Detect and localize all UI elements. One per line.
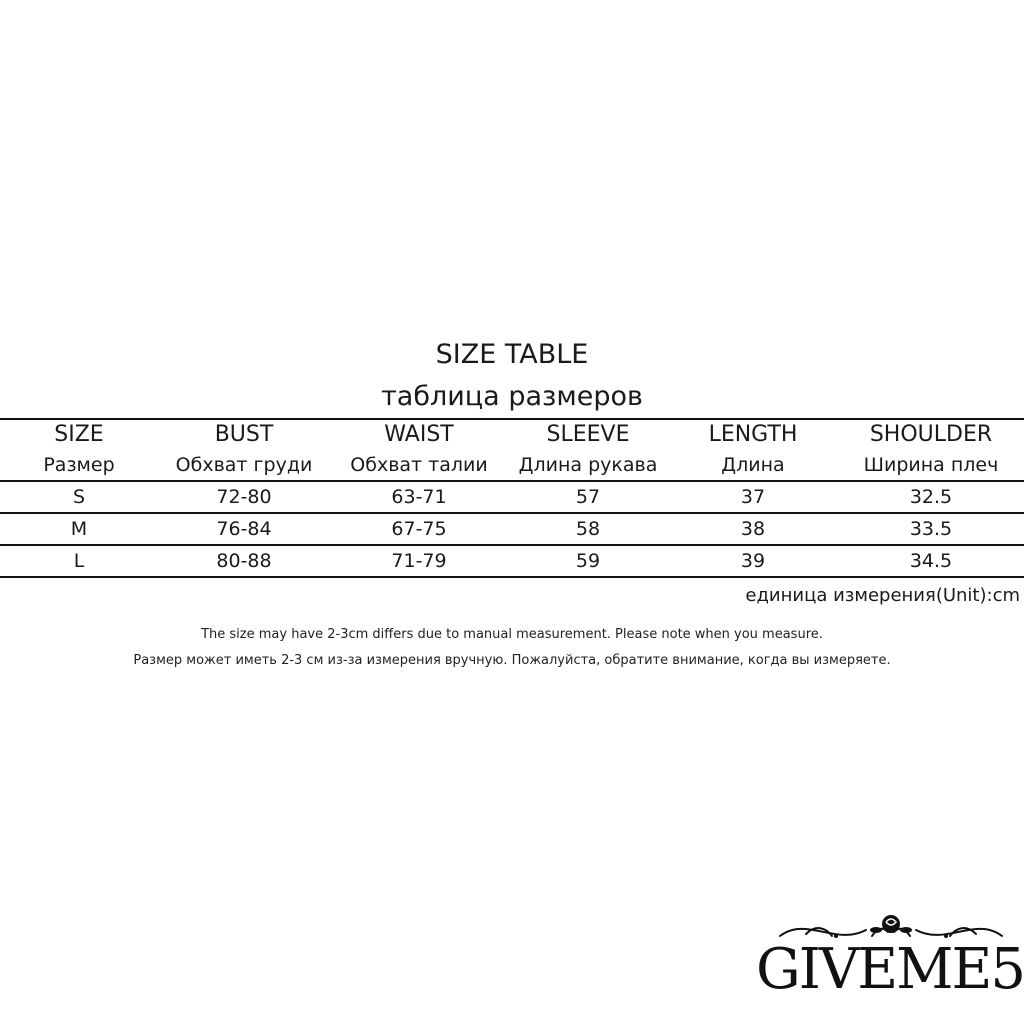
header-size: SIZE: [0, 419, 158, 450]
cell-sleeve: 57: [508, 481, 668, 513]
cell-waist: 71-79: [330, 545, 508, 577]
unit-note: единица измерения(Unit):cm: [745, 585, 1020, 606]
cell-size: M: [0, 513, 158, 545]
cell-bust: 80-88: [158, 545, 330, 577]
header-waist: WAIST: [330, 419, 508, 450]
title-english: SIZE TABLE: [435, 339, 589, 370]
cell-waist: 63-71: [330, 481, 508, 513]
measurement-note-russian: Размер может иметь 2-3 см из-за измерения вручную. Пожалуйста, обратите внимание, когда вы измеряете.: [133, 653, 891, 668]
header-shoulder: SHOULDER: [838, 419, 1024, 450]
brand-logo-text: GIVEME5: [756, 937, 1024, 1002]
title-russian: таблица размеров: [381, 381, 643, 412]
cell-shoulder: 33.5: [838, 513, 1024, 545]
brand-logo: [756, 900, 1024, 1010]
cell-size: L: [0, 545, 158, 577]
header-length: LENGTH: [668, 419, 838, 450]
header-size-ru: Размер: [0, 450, 158, 481]
table-row: [0, 545, 1024, 577]
cell-shoulder: 34.5: [838, 545, 1024, 577]
header-row-russian: [0, 450, 1024, 481]
header-row-english: [0, 419, 1024, 450]
cell-sleeve: 59: [508, 545, 668, 577]
cell-waist: 67-75: [330, 513, 508, 545]
header-shoulder-ru: Ширина плеч: [838, 450, 1024, 481]
header-waist-ru: Обхват талии: [330, 450, 508, 481]
header-sleeve-ru: Длина рукава: [508, 450, 668, 481]
size-table: [0, 418, 1024, 578]
cell-bust: 72-80: [158, 481, 330, 513]
header-length-ru: Длина: [668, 450, 838, 481]
cell-size: S: [0, 481, 158, 513]
header-bust-ru: Обхват груди: [158, 450, 330, 481]
cell-length: 37: [668, 481, 838, 513]
cell-bust: 76-84: [158, 513, 330, 545]
cell-length: 39: [668, 545, 838, 577]
measurement-note-english: The size may have 2-3cm differs due to manual measurement. Please note when you measure.: [201, 627, 823, 642]
table-row: [0, 513, 1024, 545]
header-sleeve: SLEEVE: [508, 419, 668, 450]
cell-sleeve: 58: [508, 513, 668, 545]
table-row: [0, 481, 1024, 513]
cell-length: 38: [668, 513, 838, 545]
header-bust: BUST: [158, 419, 330, 450]
cell-shoulder: 32.5: [838, 481, 1024, 513]
